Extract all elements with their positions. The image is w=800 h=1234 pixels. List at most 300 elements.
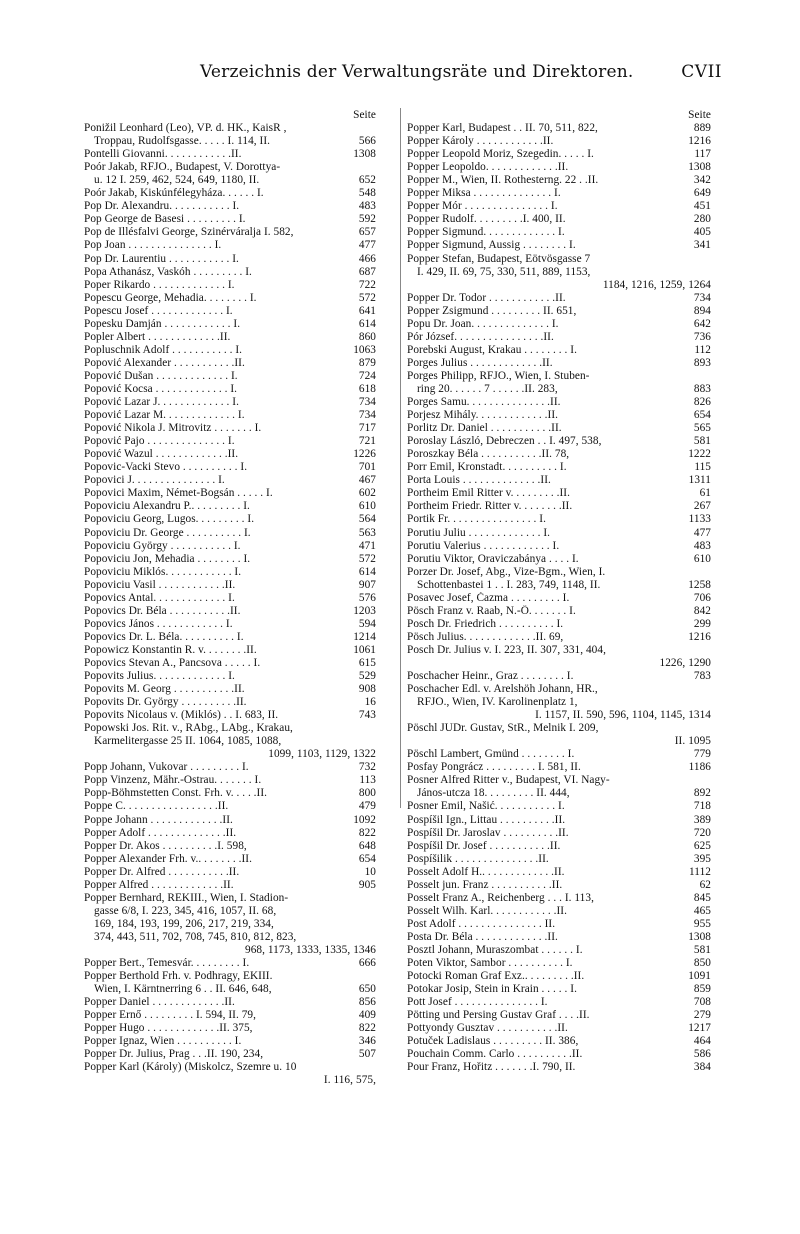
- index-entry: [84, 187, 376, 200]
- entry-line: [407, 500, 711, 513]
- entry-page-ref: 650: [358, 983, 376, 996]
- entry-text: Popper Hugo . . . . . . . . . . . . .II. 375,: [84, 1022, 253, 1035]
- entry-line: [84, 122, 376, 135]
- entry-line: [84, 266, 376, 279]
- entry-text: Troppau, Rudolfsgasse. . . . . I. 114, II.: [94, 135, 271, 148]
- entry-text: Popesku Damján . . . . . . . . . . . . I.: [84, 317, 241, 330]
- entry-line: [84, 540, 376, 553]
- entry-line: [84, 709, 376, 722]
- index-entry: [84, 213, 376, 226]
- seite-label: Seite: [353, 109, 376, 121]
- entry-line: [407, 396, 711, 409]
- entry-line: [407, 761, 711, 774]
- entry-line: [407, 527, 711, 540]
- index-entry: [84, 670, 376, 683]
- index-entry: [407, 435, 711, 448]
- index-entry: [84, 827, 376, 840]
- entry-text: Poschacher Heinr., Graz . . . . . . . . I.: [407, 670, 574, 683]
- entry-page-ref: 649: [693, 187, 711, 200]
- entry-page-ref: 889: [693, 122, 711, 135]
- entry-line: [407, 474, 711, 487]
- index-entry: [84, 409, 376, 422]
- entry-line: [84, 1061, 376, 1074]
- entry-page-ref: 1258: [688, 578, 711, 591]
- entry-page-ref: 267: [693, 500, 711, 513]
- index-entry: [407, 161, 711, 174]
- entry-text: Posselt Wilh. Karl. . . . . . . . . . . .II.: [407, 904, 567, 917]
- index-entry: [407, 396, 711, 409]
- entry-text: Poroszkay Béla . . . . . . . . . . .II. 78,: [407, 448, 570, 461]
- entry-line: [84, 500, 376, 513]
- entry-text: Popper Dr. Akos . . . . . . . . . .I. 598,: [84, 839, 247, 852]
- index-entry: [407, 918, 711, 931]
- entry-page-ref: 112: [694, 343, 711, 356]
- entry-text: Popovics János . . . . . . . . . . . . I.: [84, 617, 233, 630]
- entry-page-ref: 466: [358, 252, 376, 265]
- entry-text: Popper Leopoldo. . . . . . . . . . . . .II.: [407, 161, 569, 174]
- entry-text: Porebski August, Krakau . . . . . . . . I.: [407, 343, 577, 356]
- index-entry: [407, 253, 711, 292]
- entry-page-ref: 1095: [688, 735, 711, 748]
- entry-text: Popa Athanász, Vaskóh . . . . . . . . . I.: [84, 265, 252, 278]
- entry-text: Popovics Antal. . . . . . . . . . . . . I.: [84, 591, 235, 604]
- index-entry: [84, 500, 376, 513]
- entry-text: Popper Ignaz, Wien . . . . . . . . . . I.: [84, 1035, 242, 1048]
- entry-text: Pop Joan . . . . . . . . . . . . . . . I.: [84, 239, 222, 252]
- entry-page-ref: 648: [358, 839, 376, 852]
- entry-text: Schottenbastei 1 . . I. 283, 749, 1148, II.: [417, 578, 601, 591]
- entry-text: Porjesz Mihály. . . . . . . . . . . . .II.: [407, 409, 559, 422]
- entry-text: Pösch Julius. . . . . . . . . . . . .II. 69,: [407, 630, 564, 643]
- entry-text: Pontelli Giovanni. . . . . . . . . . . .II.: [84, 148, 242, 161]
- entry-line: [84, 866, 376, 879]
- index-entry: [84, 122, 376, 148]
- index-entry: [84, 422, 376, 435]
- entry-text: Popoviciu Dr. George . . . . . . . . . . I.: [84, 526, 251, 539]
- entry-page-ref: [373, 122, 376, 135]
- index-entry: [407, 566, 711, 592]
- entry-page-ref: 654: [358, 852, 376, 865]
- index-entry: [84, 631, 376, 644]
- entry-page-ref: 575,: [356, 1074, 376, 1087]
- entry-line: [407, 540, 711, 553]
- entry-line: [84, 1009, 376, 1022]
- entry-line: [407, 1022, 711, 1035]
- entry-text: Potuček Ladislaus . . . . . . . . . II. 386,: [407, 1035, 579, 1048]
- entry-text: Popovics Dr. L. Béla. . . . . . . . . . I.: [84, 630, 244, 643]
- index-entry: [84, 696, 376, 709]
- entry-page-ref: 10: [364, 865, 376, 878]
- entry-text: 374, 443, 511, 702, 708, 745, 810, 812, 823,: [94, 930, 297, 943]
- index-entry: [84, 892, 376, 957]
- entry-text: Poppe Johann . . . . . . . . . . . . .II.: [84, 813, 233, 826]
- entry-text: Pospíšil Dr. Josef . . . . . . . . . . .II.: [407, 839, 561, 852]
- seite-label: Seite: [688, 109, 711, 121]
- index-entry: [84, 318, 376, 331]
- entry-page-ref: 280: [693, 213, 711, 226]
- entry-line: [84, 435, 376, 448]
- entry-line: [407, 644, 711, 657]
- index-entry: [407, 553, 711, 566]
- entry-text: Pösch Franz v. Raab, N.-Ö. . . . . . . I.: [407, 604, 576, 617]
- index-entry: [84, 787, 376, 800]
- entry-page-ref: [373, 892, 376, 905]
- entry-line: [84, 618, 376, 631]
- index-entry: [84, 383, 376, 396]
- entry-text: Porges Samu. . . . . . . . . . . . . . .II.: [407, 396, 561, 409]
- index-entry: [407, 422, 711, 435]
- entry-text: Popper Károly . . . . . . . . . . . .II.: [407, 135, 554, 148]
- entry-page-ref: 687: [358, 265, 376, 278]
- entry-line: [84, 161, 376, 174]
- entry-line: [407, 566, 711, 579]
- index-entry: [407, 409, 711, 422]
- entry-page-ref: 586: [693, 1048, 711, 1061]
- index-entry: [407, 187, 711, 200]
- index-entry: [407, 983, 711, 996]
- entry-page-ref: 1308: [688, 161, 711, 174]
- entry-page-ref: 1308: [353, 148, 376, 161]
- entry-text: Popović Alexander . . . . . . . . . . .II.: [84, 356, 245, 369]
- entry-line: [84, 657, 376, 670]
- entry-line: [84, 918, 376, 931]
- entry-line: [407, 213, 711, 226]
- index-entry: [407, 174, 711, 187]
- entry-text: Popper Bert., Temesvár. . . . . . . . . I.: [84, 957, 250, 970]
- entry-text: Popović Kocsa . . . . . . . . . . . . . I.: [84, 382, 238, 395]
- entry-text: Porr Emil, Kronstadt. . . . . . . . . . I.: [407, 461, 567, 474]
- entry-page-ref: 641: [358, 304, 376, 317]
- index-entry: [84, 435, 376, 448]
- entry-text: Pospíšil Ign., Littau . . . . . . . . . .II.: [407, 813, 566, 826]
- entry-line: [84, 1035, 376, 1048]
- entry-line: [407, 592, 711, 605]
- entry-line: [407, 487, 711, 500]
- entry-page-ref: 576: [358, 591, 376, 604]
- entry-text: Porta Louis . . . . . . . . . . . . . .II.: [407, 474, 551, 487]
- index-entry: [407, 513, 711, 526]
- entry-page-ref: [373, 970, 376, 983]
- entry-page-ref: 1063: [353, 343, 376, 356]
- entry-page-ref: 842: [693, 604, 711, 617]
- entry-text: Popoviciu Georg, Lugos. . . . . . . . . I.: [84, 513, 255, 526]
- entry-text: Pospíšil Dr. Jaroslav . . . . . . . . . .II.: [407, 826, 569, 839]
- entry-line: [84, 605, 376, 618]
- entry-line: [407, 787, 711, 800]
- index-entry: [407, 148, 711, 161]
- entry-line: [407, 631, 711, 644]
- entry-line: [84, 644, 376, 657]
- index-entry: [84, 644, 376, 657]
- index-entry: [407, 1035, 711, 1048]
- entry-page-ref: 800: [358, 787, 376, 800]
- entry-line: [407, 735, 711, 748]
- entry-line: [84, 344, 376, 357]
- entry-text: Popović Lazar M. . . . . . . . . . . . . I.: [84, 409, 245, 422]
- entry-line: [84, 461, 376, 474]
- entry-page-ref: 16: [364, 696, 376, 709]
- entry-text: Posselt Adolf H.. . . . . . . . . . . . .II.: [407, 865, 565, 878]
- entry-page-ref: 1308: [688, 930, 711, 943]
- entry-text: Pop Dr. Laurentiu . . . . . . . . . . . I.: [84, 252, 239, 265]
- index-entry: [407, 1061, 711, 1074]
- entry-line: [407, 370, 711, 383]
- entry-line: [407, 618, 711, 631]
- entry-text: Popovits M. Georg . . . . . . . . . . .II.: [84, 683, 245, 696]
- entry-line: [84, 735, 376, 748]
- entry-page-ref: 701: [358, 461, 376, 474]
- entry-line: [407, 696, 711, 709]
- entry-page-ref: 115: [694, 461, 711, 474]
- entry-line: [407, 1009, 711, 1022]
- index-entry: [407, 631, 711, 644]
- entry-line: [407, 279, 711, 292]
- entry-page-ref: 894: [693, 304, 711, 317]
- entry-page-ref: 477: [358, 239, 376, 252]
- entry-page-ref: 734: [358, 396, 376, 409]
- index-entry: [84, 683, 376, 696]
- entry-page-ref: [373, 931, 376, 944]
- index-entry: [84, 579, 376, 592]
- entry-page-ref: 565: [693, 422, 711, 435]
- entry-page-ref: 572: [358, 552, 376, 565]
- entry-line: [407, 918, 711, 931]
- entry-line: [407, 774, 711, 787]
- entry-page-ref: 1346: [353, 944, 376, 956]
- entry-line: [407, 957, 711, 970]
- entry-page-ref: 1092: [353, 813, 376, 826]
- entry-line: [84, 527, 376, 540]
- entry-page-ref: [373, 722, 376, 735]
- entry-page-ref: [708, 696, 711, 709]
- entry-page-ref: [708, 266, 711, 279]
- entry-page-ref: 117: [694, 148, 711, 161]
- entry-text: Poór Jakab, RFJO., Budapest, V. Dorottya-: [84, 161, 281, 174]
- entry-text: Popper Dr. Julius, Prag . . .II. 190, 234,: [84, 1048, 264, 1061]
- entry-text: Poór Jakab, Kiskúnfélegyháza. . . . . . I.: [84, 187, 264, 200]
- index-entry: [84, 840, 376, 853]
- entry-line: [407, 253, 711, 266]
- entry-text: Popper Alexander Frh. v.. . . . . . . .II.: [84, 852, 252, 865]
- entry-page-ref: [708, 644, 711, 657]
- index-entry: [84, 553, 376, 566]
- entry-line: [84, 292, 376, 305]
- entry-page-ref: 652: [358, 174, 376, 187]
- entry-text: Porutiu Valerius . . . . . . . . . . . . I.: [407, 539, 560, 552]
- entry-text: Popovics Dr. Béla . . . . . . . . . . .II.: [84, 604, 241, 617]
- entry-page-ref: 384: [693, 1061, 711, 1074]
- entry-page-ref: 602: [358, 487, 376, 500]
- entry-page-ref: 657: [358, 226, 376, 239]
- entry-text: Popescu George, Mehadia. . . . . . . . I.: [84, 291, 257, 304]
- index-entry: [407, 239, 711, 252]
- entry-line: [84, 774, 376, 787]
- entry-line: [84, 814, 376, 827]
- entry-page-ref: 61: [699, 487, 711, 500]
- entry-page-ref: 1133: [688, 513, 711, 526]
- entry-text: Popluschnik Adolf . . . . . . . . . . . I.: [84, 343, 243, 356]
- entry-page-ref: 610: [693, 552, 711, 565]
- index-entry: [407, 1009, 711, 1022]
- entry-page-ref: 483: [693, 539, 711, 552]
- index-entry: [407, 853, 711, 866]
- entry-line: [84, 357, 376, 370]
- entry-line: [84, 226, 376, 239]
- entry-page-ref: 724: [358, 369, 376, 382]
- entry-page-ref: 822: [358, 826, 376, 839]
- index-entry: [84, 566, 376, 579]
- entry-text: Posch Dr. Friedrich . . . . . . . . . . I.: [407, 617, 564, 630]
- entry-line: [84, 1074, 376, 1087]
- entry-page-ref: 732: [358, 761, 376, 774]
- entry-line: [84, 135, 376, 148]
- index-entry: [84, 592, 376, 605]
- entry-page-ref: 564: [358, 513, 376, 526]
- entry-page-ref: 860: [358, 330, 376, 343]
- entry-text: 169, 184, 193, 199, 206, 217, 219, 334,: [94, 917, 274, 930]
- entry-text: I. 429, II. 69, 75, 330, 511, 889, 1153,: [417, 265, 591, 278]
- index-entry: [84, 866, 376, 879]
- entry-page-ref: [708, 722, 711, 735]
- entry-line: [84, 279, 376, 292]
- entry-text: Posavec Josef, Čazma . . . . . . . . . I.: [407, 591, 570, 604]
- index-entry: [84, 331, 376, 344]
- entry-page-ref: 62: [699, 878, 711, 891]
- index-entry: [407, 226, 711, 239]
- page-number: CVII: [681, 62, 722, 82]
- entry-page-ref: 465: [693, 904, 711, 917]
- entry-page-ref: 1203: [353, 604, 376, 617]
- entry-page-ref: 346: [358, 1035, 376, 1048]
- entry-page-ref: 467: [358, 474, 376, 487]
- index-entry: [84, 344, 376, 357]
- entry-page-ref: 734: [693, 291, 711, 304]
- entry-line: [407, 879, 711, 892]
- entry-line: [84, 1022, 376, 1035]
- entry-page-ref: 1186: [688, 761, 711, 774]
- index-entry: [407, 357, 711, 370]
- entry-page-ref: 734: [358, 409, 376, 422]
- entry-text: Popu Dr. Joan. . . . . . . . . . . . . . I.: [407, 317, 559, 330]
- entry-line: [407, 748, 711, 761]
- index-entry: [407, 135, 711, 148]
- entry-line: [84, 905, 376, 918]
- entry-text: Popper Miksa . . . . . . . . . . . . . . I.: [407, 187, 561, 200]
- entry-text: Pospíšilik . . . . . . . . . . . . . . .II.: [407, 852, 549, 865]
- index-entry: [84, 1009, 376, 1022]
- entry-page-ref: [373, 735, 376, 748]
- entry-page-ref: 1216: [688, 630, 711, 643]
- entry-text: Popescu Josef . . . . . . . . . . . . . I.: [84, 304, 233, 317]
- entry-text: Popper Dr. Todor . . . . . . . . . . . .II.: [407, 291, 566, 304]
- entry-line: [407, 344, 711, 357]
- entry-page-ref: 859: [693, 983, 711, 996]
- index-entry: [84, 722, 376, 761]
- entry-line: [84, 840, 376, 853]
- index-entry: [84, 305, 376, 318]
- entry-text: Porutiu Viktor, Oraviczabánya . . . . I.: [407, 552, 579, 565]
- entry-text: Portheim Friedr. Ritter v. . . . . . . .II.: [407, 500, 573, 513]
- index-entry: [407, 1048, 711, 1061]
- entry-line: [407, 239, 711, 252]
- index-entry: [84, 461, 376, 474]
- entry-page-ref: 477: [693, 526, 711, 539]
- entry-list: [84, 122, 376, 1087]
- entry-page-ref: 1216: [688, 135, 711, 148]
- entry-line: [84, 983, 376, 996]
- entry-page-ref: 581: [693, 944, 711, 956]
- entry-line: [84, 970, 376, 983]
- entry-line: [84, 383, 376, 396]
- entry-line: [407, 944, 711, 957]
- entry-line: [407, 161, 711, 174]
- entry-line: [84, 631, 376, 644]
- index-entry: [407, 722, 711, 748]
- entry-page-ref: 1311: [688, 474, 711, 487]
- entry-page-ref: [708, 370, 711, 383]
- index-entry: [407, 774, 711, 800]
- entry-text: János-utcza 18. . . . . . . . . II. 444,: [417, 787, 570, 800]
- entry-line: [84, 148, 376, 161]
- index-entry: [84, 761, 376, 774]
- entry-page-ref: 907: [358, 578, 376, 591]
- entry-text: Pottyondy Gusztav . . . . . . . . . . .II.: [407, 1022, 568, 1035]
- entry-text: Pott Josef . . . . . . . . . . . . . . . I.: [407, 996, 548, 1009]
- entry-line: [84, 722, 376, 735]
- entry-line: [407, 996, 711, 1009]
- entry-page-ref: 618: [358, 382, 376, 395]
- index-entry: [407, 213, 711, 226]
- index-entry: [407, 605, 711, 618]
- entry-text: Pop Dr. Alexandru. . . . . . . . . . . I.: [84, 200, 240, 213]
- entry-text: Pouchain Comm. Carlo . . . . . . . . . .II.: [407, 1048, 583, 1061]
- entry-line: [407, 435, 711, 448]
- entry-text: Popper Alfred . . . . . . . . . . . . .II.: [84, 878, 234, 891]
- index-entry: [84, 513, 376, 526]
- entry-text: Poper Rikardo . . . . . . . . . . . . . I.: [84, 278, 235, 291]
- entry-page-ref: 736: [693, 330, 711, 343]
- entry-page-ref: 572: [358, 291, 376, 304]
- index-entry: [407, 931, 711, 944]
- entry-page-ref: [708, 253, 711, 266]
- entry-page-ref: 1322: [353, 748, 376, 761]
- entry-text: Popoviciu György . . . . . . . . . . . I.: [84, 539, 241, 552]
- entry-page-ref: 1112: [689, 865, 711, 878]
- entry-text: Poroslay László, Debreczen . . I. 497, 538,: [407, 435, 602, 448]
- entry-page-ref: 548: [358, 187, 376, 200]
- entry-text: Wien, I. Kärntnerring 6 . . II. 646, 648,: [94, 983, 272, 996]
- index-entry: [84, 487, 376, 500]
- entry-line: [407, 331, 711, 344]
- entry-page-ref: 563: [358, 526, 376, 539]
- entry-line: [84, 318, 376, 331]
- entry-text: Popper Adolf . . . . . . . . . . . . . .II.: [84, 826, 237, 839]
- entry-page-ref: 822: [358, 1022, 376, 1035]
- entry-line: [84, 239, 376, 252]
- index-entry: [407, 540, 711, 553]
- entry-line: [407, 892, 711, 905]
- entry-page-ref: 955: [693, 917, 711, 930]
- entry-text: Porges Philipp, RFJO., Wien, I. Stuben-: [407, 369, 590, 382]
- entry-text: Popovici Maxim, Német-Bogsán . . . . . I.: [84, 487, 273, 500]
- entry-text: Popovits Julius. . . . . . . . . . . . . I.: [84, 670, 235, 683]
- entry-text: Popoviciu Jon, Mehadia . . . . . . . . I.: [84, 552, 251, 565]
- entry-page-ref: 666: [358, 957, 376, 970]
- entry-text: Popper Karl (Károly) (Miskolcz, Szemre u. 10: [84, 1061, 297, 1074]
- entry-text: Popper Karl, Budapest . . II. 70, 511, 822,: [407, 122, 598, 135]
- index-entry: [407, 474, 711, 487]
- index-entry: [407, 461, 711, 474]
